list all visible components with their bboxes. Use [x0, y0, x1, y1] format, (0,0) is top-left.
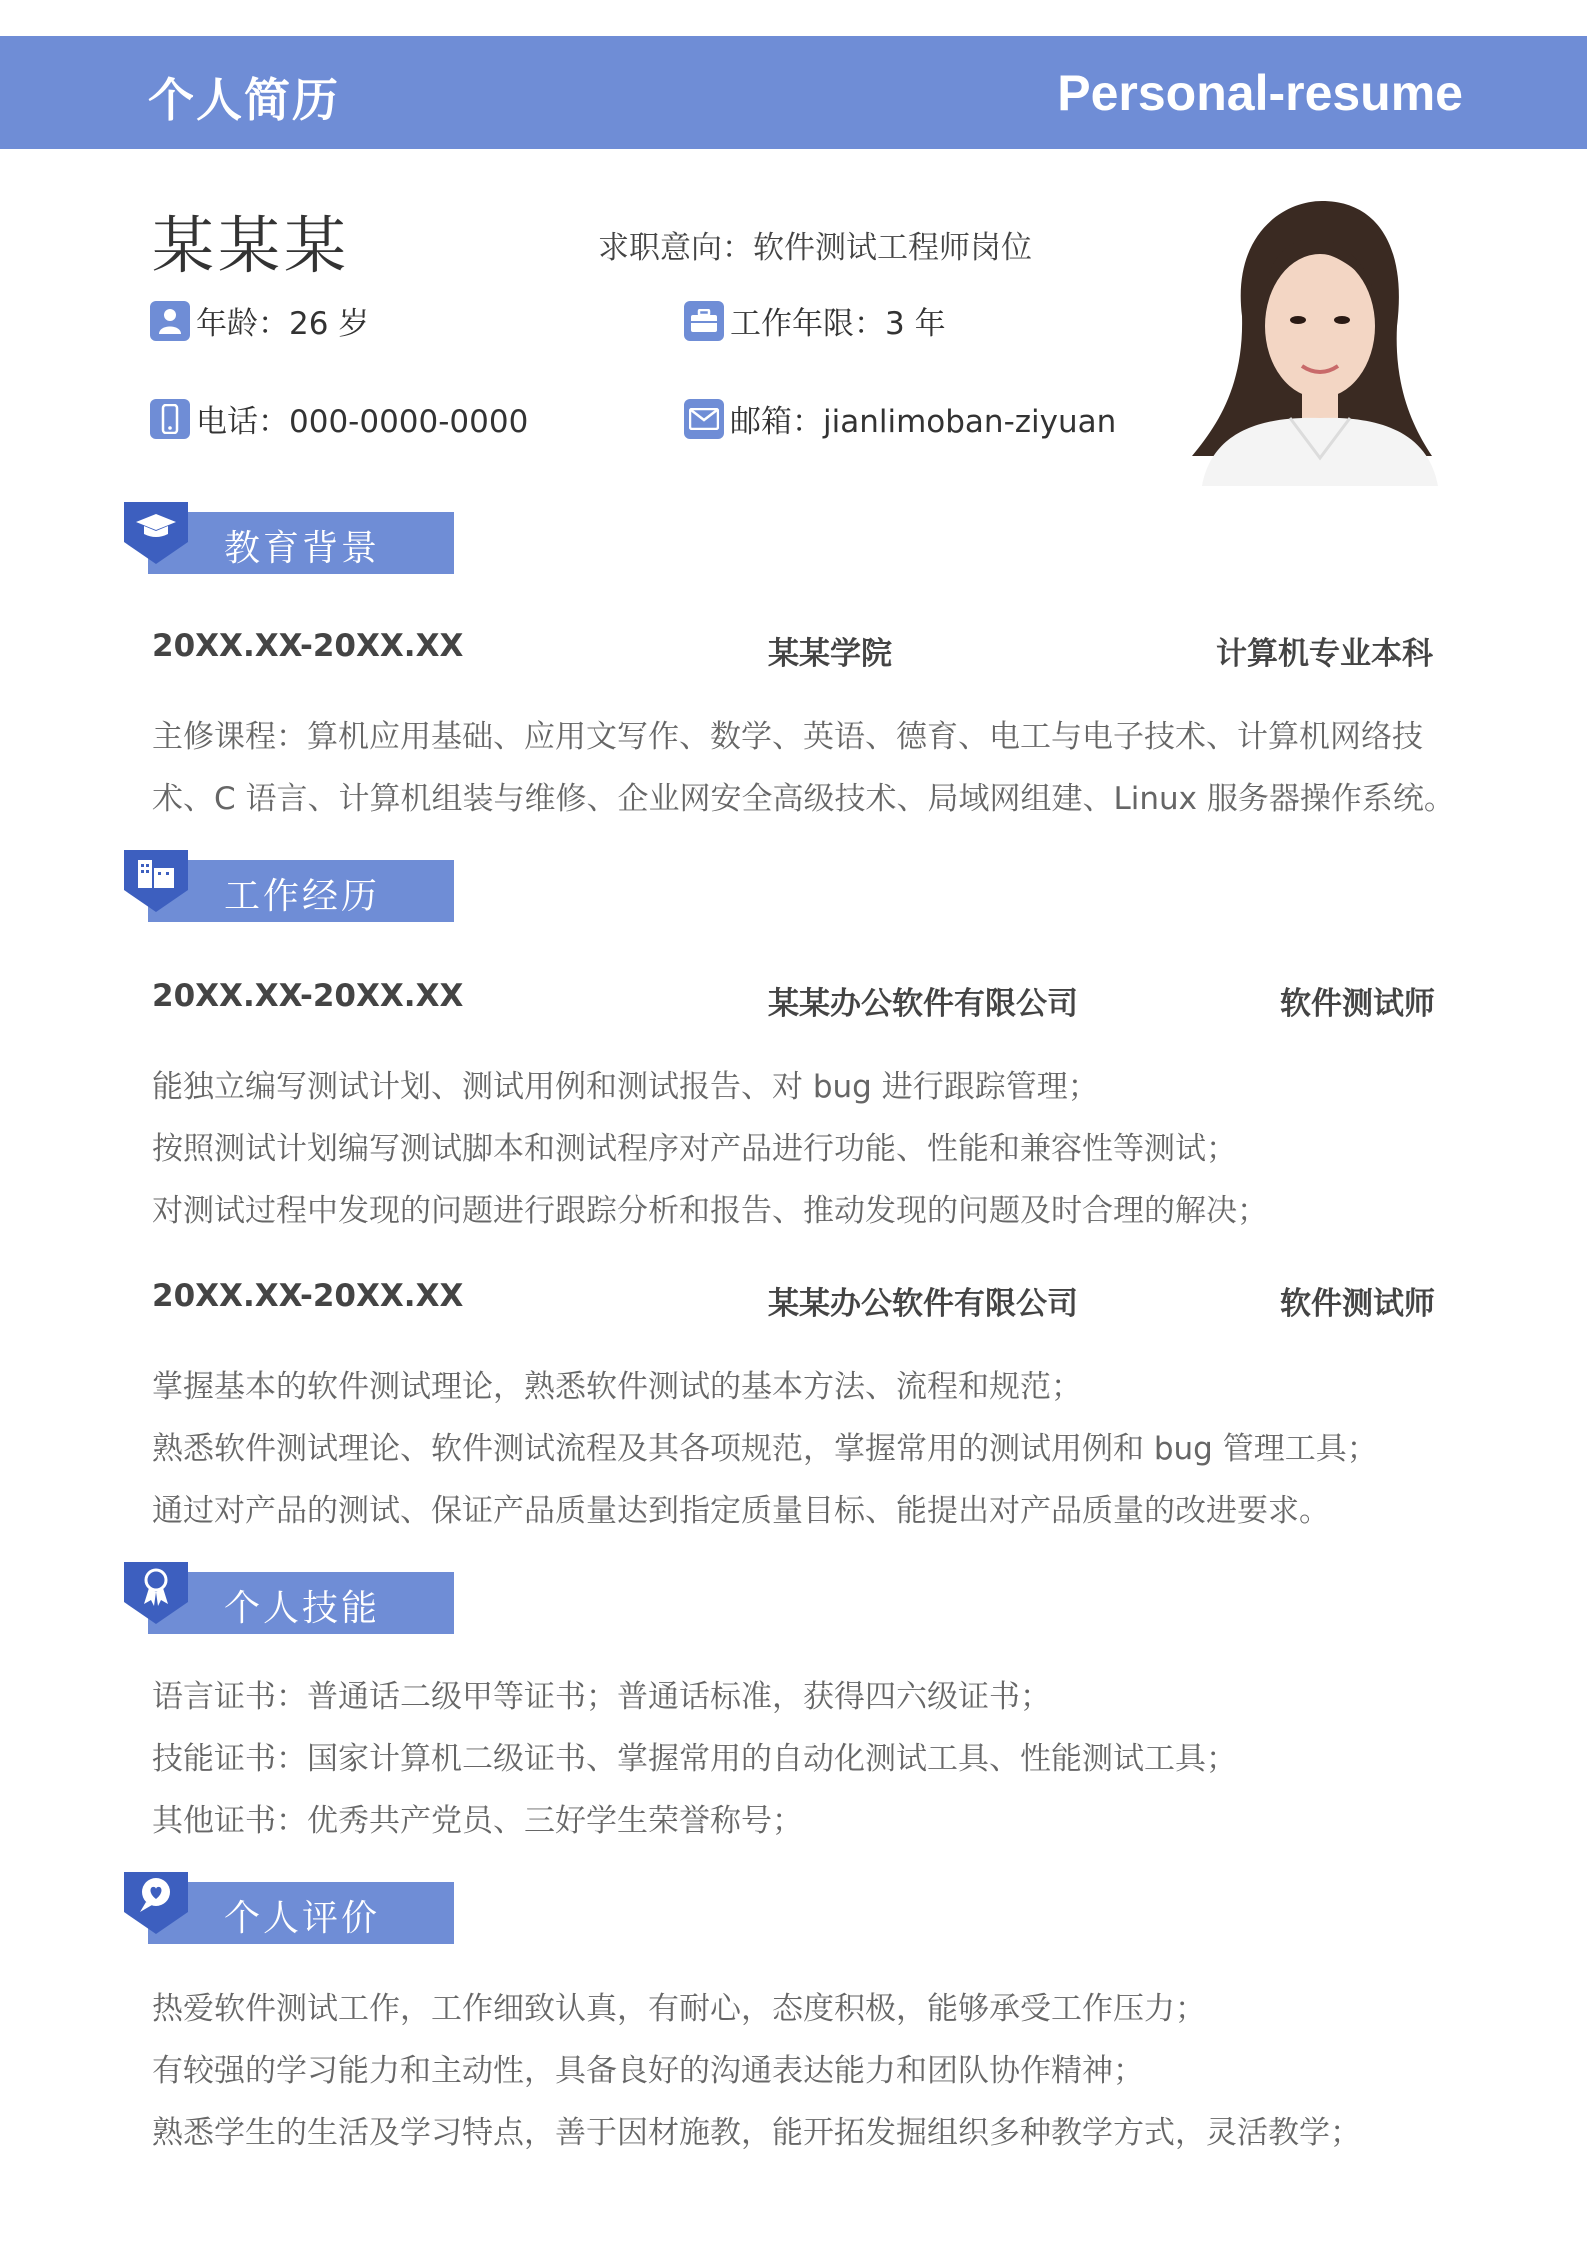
section-skills-title: 个人技能	[224, 1588, 381, 1629]
job1-line: 对测试过程中发现的问题进行跟踪分析和报告、推动发现的问题及时合理的解决；	[152, 1193, 1268, 1229]
job2-company: 某某办公软件有限公司	[768, 1286, 1078, 1322]
job1-date: 20XX.XX-20XX.XX	[152, 978, 464, 1014]
phone-icon	[150, 399, 190, 439]
age-info	[150, 298, 369, 343]
evaluation-list	[152, 1978, 1472, 2164]
job2-line: 通过对产品的测试、保证产品质量达到指定质量目标、能提出对产品质量的改进要求。	[152, 1493, 1330, 1529]
edu-date: 20XX.XX-20XX.XX	[152, 628, 464, 664]
section-education-header	[124, 502, 454, 574]
graduation-cap-icon	[124, 502, 188, 572]
section-evaluation-title: 个人评价	[224, 1898, 381, 1939]
mail-icon	[684, 399, 724, 439]
header-banner	[0, 36, 1587, 149]
phone-info	[150, 396, 528, 441]
section-work-title: 工作经历	[224, 876, 381, 917]
job1-role: 软件测试师	[1280, 986, 1435, 1022]
evaluation-line: 熟悉学生的生活及学习特点，善于因材施教，能开拓发掘组织多种教学方式，灵活教学；	[152, 2115, 1361, 2151]
skill-line: 语言证书：普通话二级甲等证书；普通话标准，获得四六级证书；	[152, 1679, 1051, 1715]
job2-line: 掌握基本的软件测试理论，熟悉软件测试的基本方法、流程和规范；	[152, 1369, 1082, 1405]
email-info	[684, 396, 1116, 441]
title-en: Personal-resume	[1057, 65, 1463, 121]
age-text: 年龄：26 岁	[196, 306, 370, 342]
building-icon	[124, 850, 188, 920]
section-education-title: 教育背景	[224, 528, 381, 569]
job1-company: 某某办公软件有限公司	[768, 986, 1078, 1022]
edu-courses	[152, 706, 1472, 830]
job1-line: 能独立编写测试计划、测试用例和测试报告、对 bug 进行跟踪管理；	[152, 1069, 1099, 1105]
skills-list	[152, 1666, 1472, 1852]
person-icon	[150, 301, 190, 341]
profile-photo	[1172, 196, 1454, 486]
section-skills-header	[124, 1562, 454, 1634]
job2-date: 20XX.XX-20XX.XX	[152, 1278, 464, 1314]
candidate-name: 某某某	[152, 209, 351, 282]
phone-text: 电话：000-0000-0000	[196, 404, 529, 440]
edu-major: 计算机专业本科	[1216, 636, 1433, 672]
job2-line: 熟悉软件测试理论、软件测试流程及其各项规范，掌握常用的测试用例和 bug 管理工具；	[152, 1431, 1378, 1467]
heart-bubble-icon	[124, 1872, 188, 1942]
job2-duties	[152, 1356, 1472, 1542]
edu-school: 某某学院	[768, 636, 892, 672]
email-text: 邮箱：jianlimoban-ziyuan	[730, 404, 1117, 440]
evaluation-line: 热爱软件测试工作，工作细致认真，有耐心，态度积极，能够承受工作压力；	[152, 1991, 1206, 2027]
title-cn: 个人简历	[148, 73, 340, 127]
skill-line: 其他证书：优秀共产党员、三好学生荣誉称号；	[152, 1803, 803, 1839]
job2-role: 软件测试师	[1280, 1286, 1435, 1322]
job1-line: 按照测试计划编写测试脚本和测试程序对产品进行功能、性能和兼容性等测试；	[152, 1131, 1237, 1167]
evaluation-line: 有较强的学习能力和主动性，具备良好的沟通表达能力和团队协作精神；	[152, 2053, 1144, 2089]
job1-duties	[152, 1056, 1472, 1242]
award-ribbon-icon	[124, 1562, 188, 1632]
job-intent: 求职意向：软件测试工程师岗位	[598, 230, 1032, 266]
section-evaluation-header	[124, 1872, 454, 1944]
skill-line: 技能证书：国家计算机二级证书、掌握常用的自动化测试工具、性能测试工具；	[152, 1741, 1237, 1777]
edu-line: 术、C 语言、计算机组装与维修、企业网安全高级技术、局域网组建、Linux 服务器操作系统。	[152, 781, 1455, 817]
years-text: 工作年限：3 年	[730, 306, 946, 342]
section-work-header	[124, 850, 454, 922]
briefcase-icon	[684, 301, 724, 341]
edu-line: 主修课程：算机应用基础、应用文写作、数学、英语、德育、电工与电子技术、计算机网络技	[152, 719, 1423, 755]
years-info	[684, 298, 946, 343]
